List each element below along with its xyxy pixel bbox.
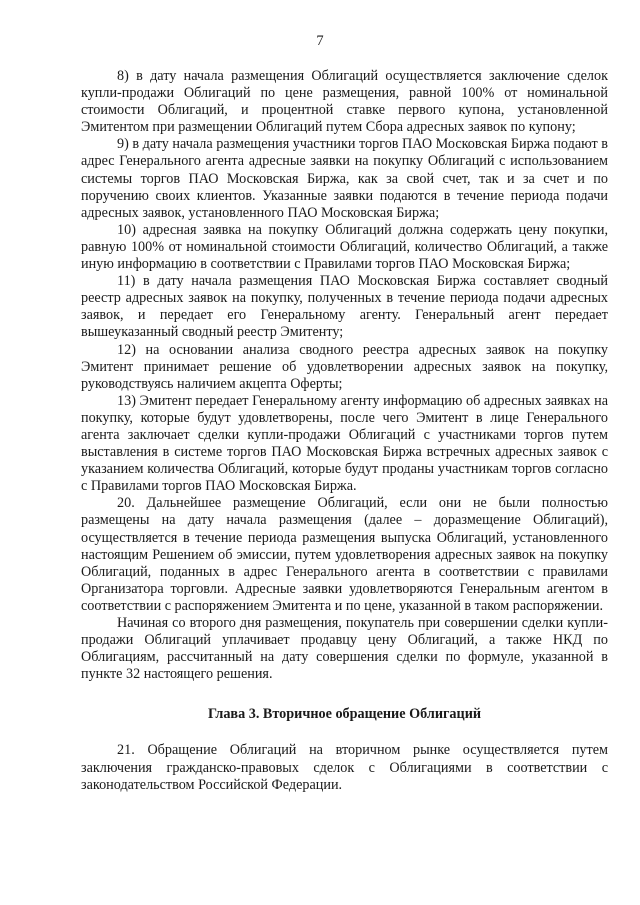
paragraph-item-10: 10) адресная заявка на покупку Облигаций должна содержать цену покупки, равную 100% от номинальной стоимости Облигаций, количество Облигаций, а также иную информацию в соответствии с Правилами торгов ПАО Московская Биржа; [81,221,608,273]
paragraph-item-12: 12) на основании анализа сводного реестра адресных заявок на покупку Эмитент принимает решение об удовлетворении адресных заявок на покупку, руководствуясь наличием акцепта Оферты; [81,341,608,392]
paragraph-clause-20: 20. Дальнейшее размещение Облигаций, если они не были полностью размещены на дату начала размещения (далее – доразмещение Облигаций), осуществляется в течение периода размещения выпуска Облигаций, установленного настоящим Решением об эмиссии, путем удовлетворения адресных заявок на покупку Облигаций, поданных в адрес Генерального агента в соответствии с правилами Организатора торговли. Адресные заявки удовлетворяются Генеральным агентом в соответствии с распоряжением Эмитента и по цене, указанной в таком распоряжении. [81,495,608,614]
document-body [81,68,608,794]
chapter-heading: Глава 3. Вторичное обращение Облигаций [207,706,482,723]
paragraph-item-9: 9) в дату начала размещения участники торгов ПАО Московская Биржа подают в адрес Генерального агента адресные заявки на покупку Облигаций с использованием системы торгов ПАО Московская Биржа, как за свой счет, так и за счет и по поручению своих клиентов. Указанные заявки подаются в течение периода подачи адресных заявок, установленного ПАО Московская Биржа; [81,136,608,221]
paragraph-item-13: 13) Эмитент передает Генеральному агенту информацию об адресных заявках на покупку, которые будут удовлетворены, после чего Эмитент в лице Генерального агента заключает сделки купли-продажи Облигаций с участниками торгов путем выставления в системе торгов ПАО Московская Биржа встречных адресных заявок с указанием количества Облигаций, которые будут проданы участникам торгов согласно с Правилами торгов ПАО Московская Биржа. [81,392,608,495]
paragraph-item-8: 8) в дату начала размещения Облигаций осуществляется заключение сделок купли-продажи Облигаций по цене размещения, равной 100% от номинальной стоимости Облигаций, и процентной ставке первого купона, установленной Эмитентом при размещении Облигаций путем Сбора адресных заявок по купону; [81,68,608,136]
paragraph-item-11: 11) в дату начала размещения ПАО Московская Биржа составляет сводный реестр адресных заявок на покупку, полученных в течение периода подачи адресных заявок, и передает его Генеральному агенту. Генеральный агент передает вышеуказанный сводный реестр Эмитенту; [81,273,608,341]
paragraph-clause-21: 21. Обращение Облигаций на вторичном рынке осуществляется путем заключения гражданско-правовых сделок с Облигациями в соответствии с законодательством Российской Федерации. [81,742,608,793]
paragraph-second-day: Начиная со второго дня размещения, покупатель при совершении сделки купли-продажи Облигаций уплачивает продавцу цену Облигаций, а также НКД по Облигациям, рассчитанный на дату совершения сделки по формуле, указанной в пункте 32 настоящего решения. [81,615,608,683]
page-number: 7 [316,33,324,49]
